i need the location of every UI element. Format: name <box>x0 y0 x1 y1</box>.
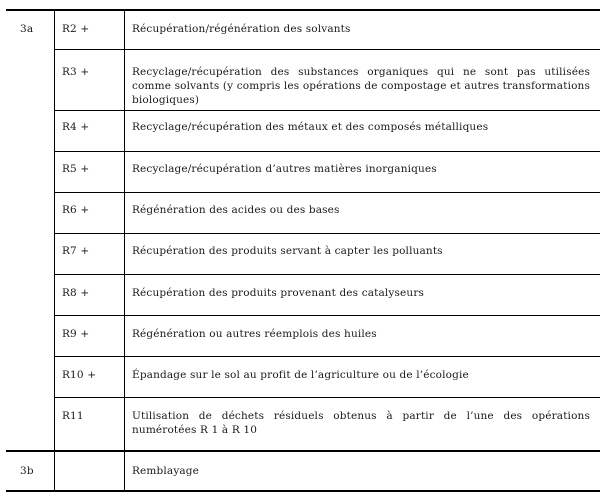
row-separator <box>54 49 600 50</box>
row-separator <box>54 233 600 234</box>
operation-description: Épandage sur le sol au profit de l’agriculture ou de l’écologie <box>132 369 469 381</box>
row-separator <box>54 397 600 398</box>
row-separator <box>54 274 600 275</box>
operation-description: Régénération ou autres réemplois des huiles <box>132 328 377 340</box>
operation-description: Récupération des produits provenant des catalyseurs <box>132 287 425 299</box>
group-separator <box>6 450 600 452</box>
operation-code: R8 + <box>62 287 90 299</box>
row-separator <box>54 110 600 111</box>
operation-description: Utilisation de déchets résiduels obtenus à partir de l’une des opérations numérotées R 1 à R 10 <box>132 410 590 436</box>
operation-description: Remblayage <box>132 465 200 477</box>
category-label: 3b <box>20 465 34 477</box>
operation-description: Régénération des acides ou des bases <box>132 204 340 216</box>
operation-code: R4 + <box>62 121 90 133</box>
operation-code: R6 + <box>62 204 90 216</box>
operation-code: R5 + <box>62 163 90 175</box>
operations-table <box>6 9 600 492</box>
operation-code: R2 + <box>62 23 90 35</box>
row-separator <box>54 315 600 316</box>
row-separator <box>54 356 600 357</box>
operation-code: R3 + <box>62 66 90 78</box>
category-label: 3a <box>20 23 34 35</box>
operation-code: R10 + <box>62 369 97 381</box>
column-divider <box>54 11 55 490</box>
column-divider <box>124 11 125 490</box>
operation-code: R11 <box>62 410 84 422</box>
operation-description: Récupération des produits servant à capter les polluants <box>132 245 443 257</box>
operation-code: R9 + <box>62 328 90 340</box>
operation-description: Recyclage/récupération des substances organiques qui ne sont pas utilisées comme solvants (y compris les opérations de compostage et autres transformations biologiques) <box>132 66 590 106</box>
operation-description: Recyclage/récupération des métaux et des composés métalliques <box>132 121 489 133</box>
row-separator <box>54 151 600 152</box>
operation-code: R7 + <box>62 245 90 257</box>
operation-description: Récupération/régénération des solvants <box>132 23 351 35</box>
row-separator <box>54 192 600 193</box>
operation-description: Recyclage/récupération d’autres matières inorganiques <box>132 163 437 175</box>
